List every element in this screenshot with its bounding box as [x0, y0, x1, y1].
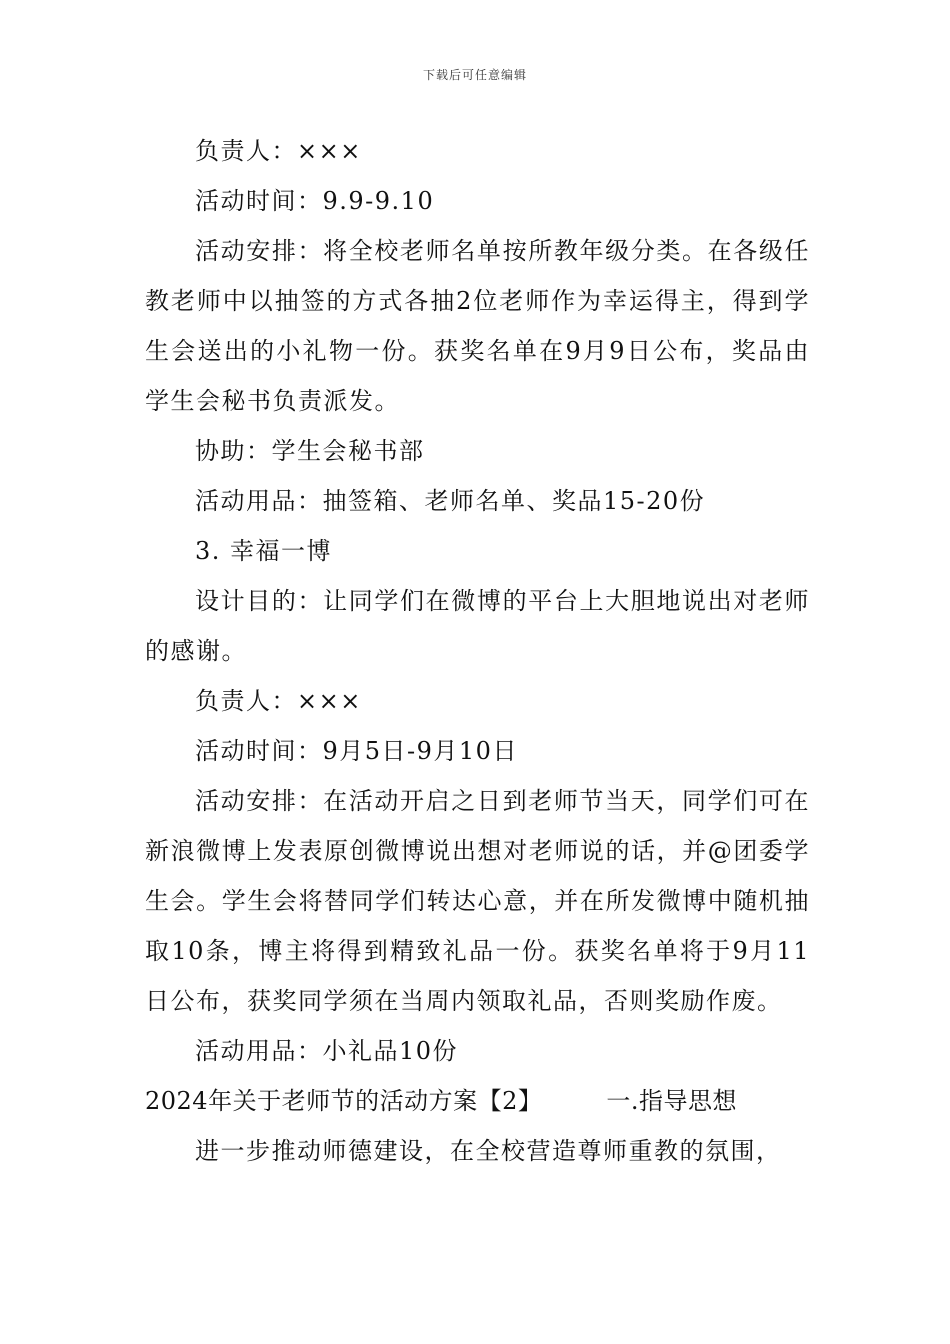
paragraph-responsible-2: 负责人：×××	[195, 687, 362, 715]
paragraph-supplies-2: 活动用品：小礼品10份	[195, 1037, 459, 1065]
paragraph-responsible-1: 负责人：×××	[195, 137, 362, 165]
paragraph-closing: 进一步推动师德建设，在全校营造尊师重教的氛围，	[195, 1137, 782, 1165]
paragraph-supplies-1: 活动用品：抽签箱、老师名单、奖品15-20份	[195, 487, 706, 515]
paragraph-design-purpose: 设计目的：让同学们在微博的平台上大胆地说出对老师的感谢。	[145, 587, 810, 665]
page-header: 下载后可任意编辑	[422, 68, 527, 82]
paragraph-arrangement-1: 活动安排：将全校老师名单按所教年级分类。在各级任教老师中以抽签的方式各抽2位老师作为幸运得主，得到学生会送出的小礼物一份。获奖名单在9月9日公布，奖品由学生会秘书负责派发。	[145, 237, 810, 415]
paragraph-arrangement-2: 活动安排：在活动开启之日到老师节当天，同学们可在新浪微博上发表原创微博说出想对老师说的话，并@团委学生会。学生会将替同学们转达心意，并在所发微博中随机抽取10条，博主将得到精致礼品一份。获奖名单将于9月11日公布，获奖同学须在当周内领取礼品，否则奖励作废。	[145, 787, 810, 1015]
section-heading	[145, 1076, 810, 1126]
paragraph-time-2: 活动时间：9月5日-9月10日	[195, 737, 518, 765]
paragraph-item-3-title: 3. 幸福一博	[195, 537, 333, 565]
paragraph-assist: 协助：学生会秘书部	[195, 437, 425, 465]
section-subtitle: 一.指导思想	[606, 1087, 737, 1115]
paragraph-time-1: 活动时间：9.9-9.10	[195, 187, 435, 215]
document-body	[145, 126, 810, 1176]
section-title: 2024年关于老师节的活动方案【2】	[145, 1087, 543, 1115]
